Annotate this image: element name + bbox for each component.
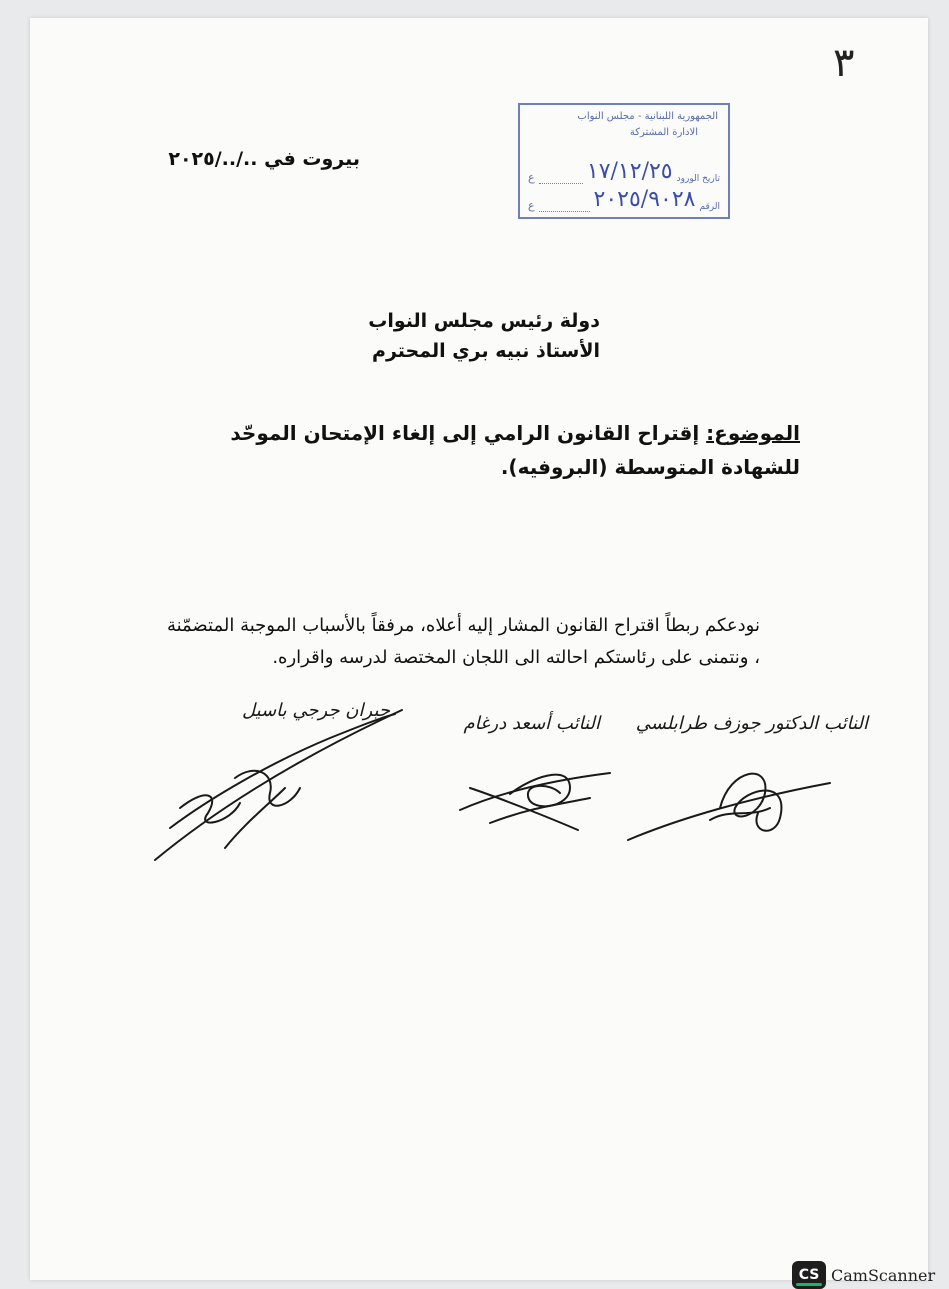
signatory-name-1: النائب الدكتور جوزف طرابلسي	[635, 713, 868, 734]
signatory-name-2: النائب أسعد درغام	[463, 713, 600, 734]
subject-label: الموضوع:	[706, 421, 800, 445]
camscanner-logo: CS	[792, 1261, 826, 1289]
stamp-date-label: تاريخ الورود	[676, 174, 720, 184]
body-paragraph: نودعكم ربطاً اقتراح القانون المشار إليه أعلاه، مرفقاً بالأسباب الموجبة المتضمّنة ، ونتمنى على رئاستكم احالته الى اللجان المختصة لدرسه واقراره.	[166, 615, 760, 668]
page-number: ٣	[833, 40, 855, 86]
stamp-number-value: ٢٠٢٥/٩٠٢٨	[593, 187, 696, 212]
camscanner-watermark	[792, 1261, 935, 1289]
stamp-number-suffix: ع	[528, 199, 535, 212]
document-page	[30, 18, 936, 1285]
stamp-date-suffix: ع	[528, 171, 535, 184]
camscanner-label: CamScanner	[831, 1265, 936, 1285]
stamp-header: الجمهورية اللبنانية - مجلس النواب	[577, 111, 718, 122]
date-line: بيروت في ../../٢٠٢٥	[168, 148, 360, 170]
subject-text: إقتراح القانون الرامي إلى إلغاء الإمتحان الموحّد للشهادة المتوسطة (البروفيه).	[230, 421, 800, 479]
handwritten-signatures	[30, 18, 928, 1280]
stamp-subheader: الادارة المشتركة	[629, 127, 698, 138]
addressee-title: دولة رئيس مجلس النواب	[368, 310, 600, 332]
signatory-name-3: جبران جرجي باسيل	[242, 700, 390, 721]
addressee-name: الأستاذ نبيه بري المحترم	[372, 340, 600, 362]
stamp-number-label: الرقم	[699, 202, 720, 212]
stamp-date-value: ١٧/١٢/٢٥	[586, 159, 673, 184]
